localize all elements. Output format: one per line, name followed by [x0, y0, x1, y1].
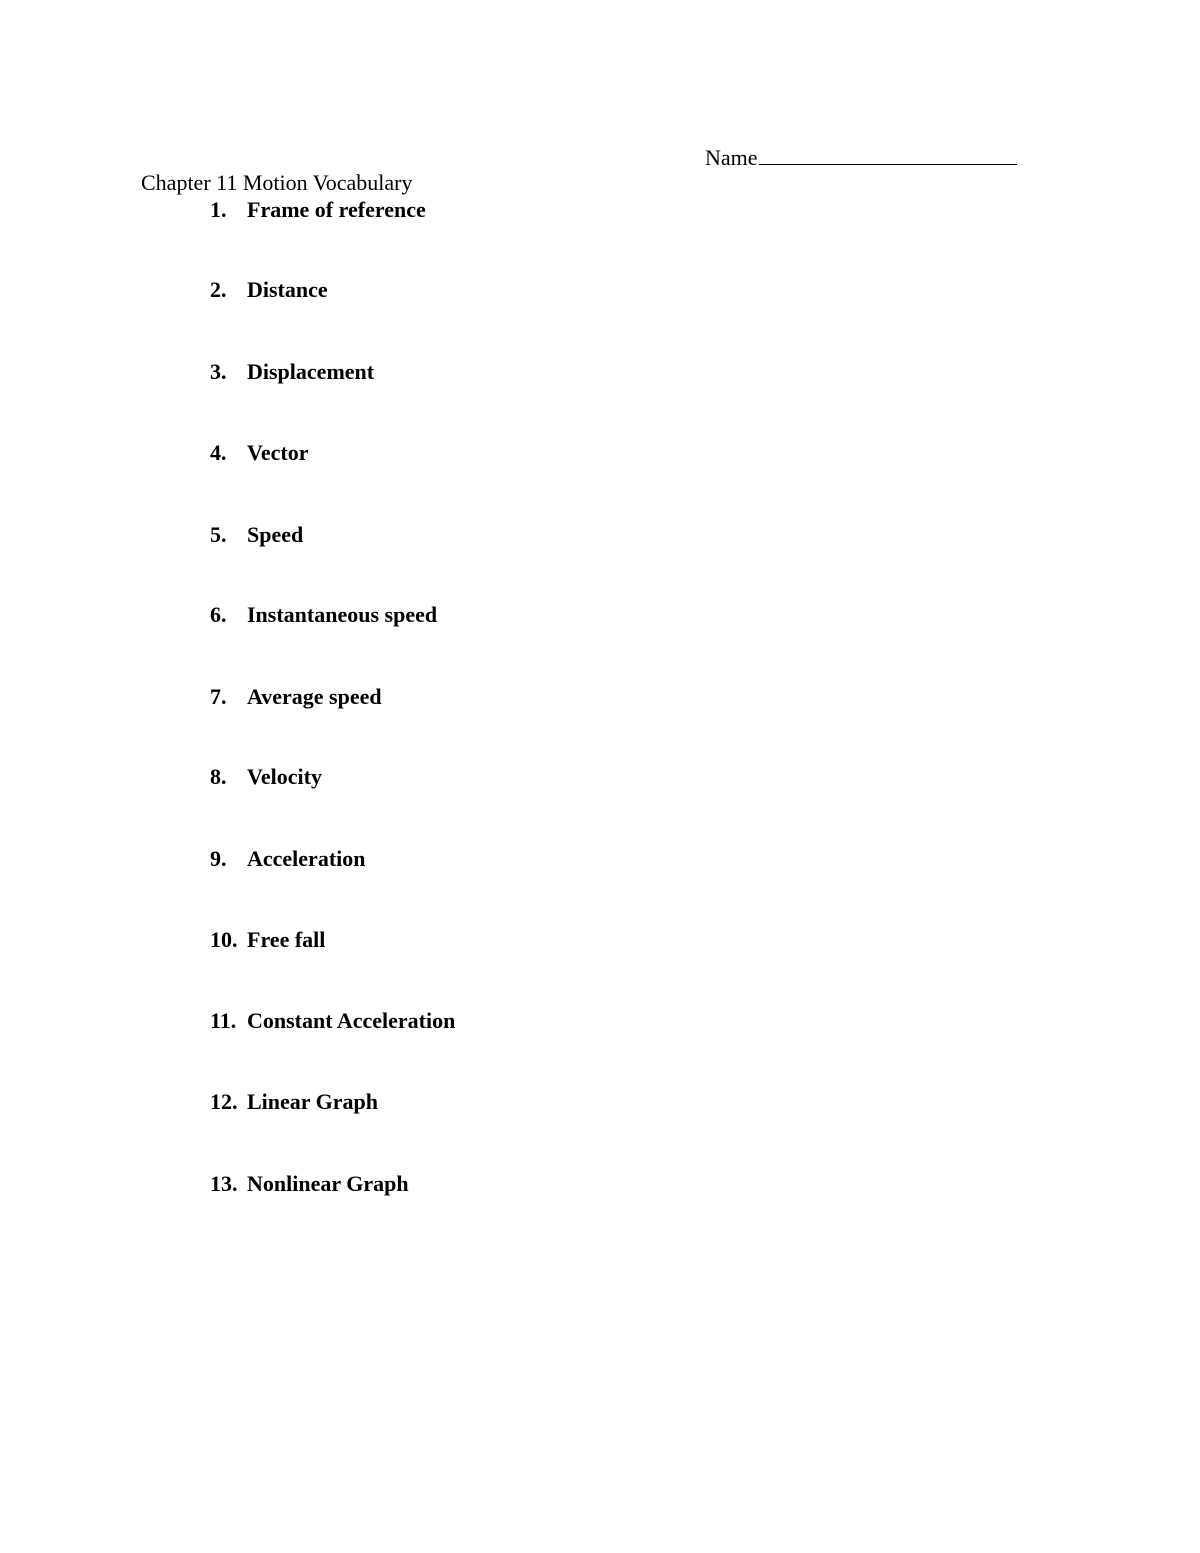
- vocab-item: [210, 1170, 409, 1198]
- vocab-term: Vector: [247, 440, 309, 465]
- vocab-number: 11.: [210, 1008, 237, 1033]
- vocab-item: [210, 1007, 455, 1035]
- vocab-term: Linear Graph: [247, 1089, 379, 1114]
- vocab-term: Instantaneous speed: [247, 602, 438, 627]
- vocab-item: [210, 276, 328, 304]
- vocab-item: [210, 358, 374, 386]
- name-field: [705, 142, 1017, 172]
- vocab-number: 12.: [210, 1089, 238, 1114]
- vocab-number: 10.: [210, 927, 238, 952]
- vocab-number: 6.: [210, 602, 227, 627]
- vocab-item: [210, 926, 325, 954]
- vocab-number: 8.: [210, 764, 227, 789]
- vocab-number: 5.: [210, 522, 227, 547]
- vocab-item: [210, 763, 322, 791]
- vocab-number: 1.: [210, 197, 227, 222]
- vocab-item: [210, 521, 303, 549]
- vocab-term: Displacement: [247, 359, 375, 384]
- vocab-item: [210, 601, 437, 629]
- page-title: Chapter 11 Motion Vocabulary: [141, 170, 413, 195]
- vocab-number: 2.: [210, 277, 227, 302]
- vocab-term: Frame of reference: [247, 197, 426, 222]
- vocab-number: 13.: [210, 1171, 238, 1196]
- vocab-item: [210, 845, 366, 873]
- vocab-term: Nonlinear Graph: [247, 1171, 409, 1196]
- vocab-number: 4.: [210, 440, 227, 465]
- vocab-item: [210, 196, 426, 224]
- vocab-term: Velocity: [247, 764, 322, 789]
- vocab-number: 7.: [210, 684, 227, 709]
- vocab-item: [210, 683, 382, 711]
- vocab-item: [210, 439, 309, 467]
- name-label: Name: [705, 145, 758, 170]
- vocab-term: Acceleration: [247, 846, 366, 871]
- name-blank-line[interactable]: [759, 142, 1017, 165]
- vocab-term: Distance: [247, 277, 328, 302]
- vocab-item: [210, 1088, 378, 1116]
- vocab-number: 9.: [210, 846, 227, 871]
- vocab-term: Speed: [247, 522, 304, 547]
- vocab-term: Constant Acceleration: [247, 1008, 456, 1033]
- vocab-term: Average speed: [247, 684, 382, 709]
- vocab-term: Free fall: [247, 927, 326, 952]
- vocab-number: 3.: [210, 359, 227, 384]
